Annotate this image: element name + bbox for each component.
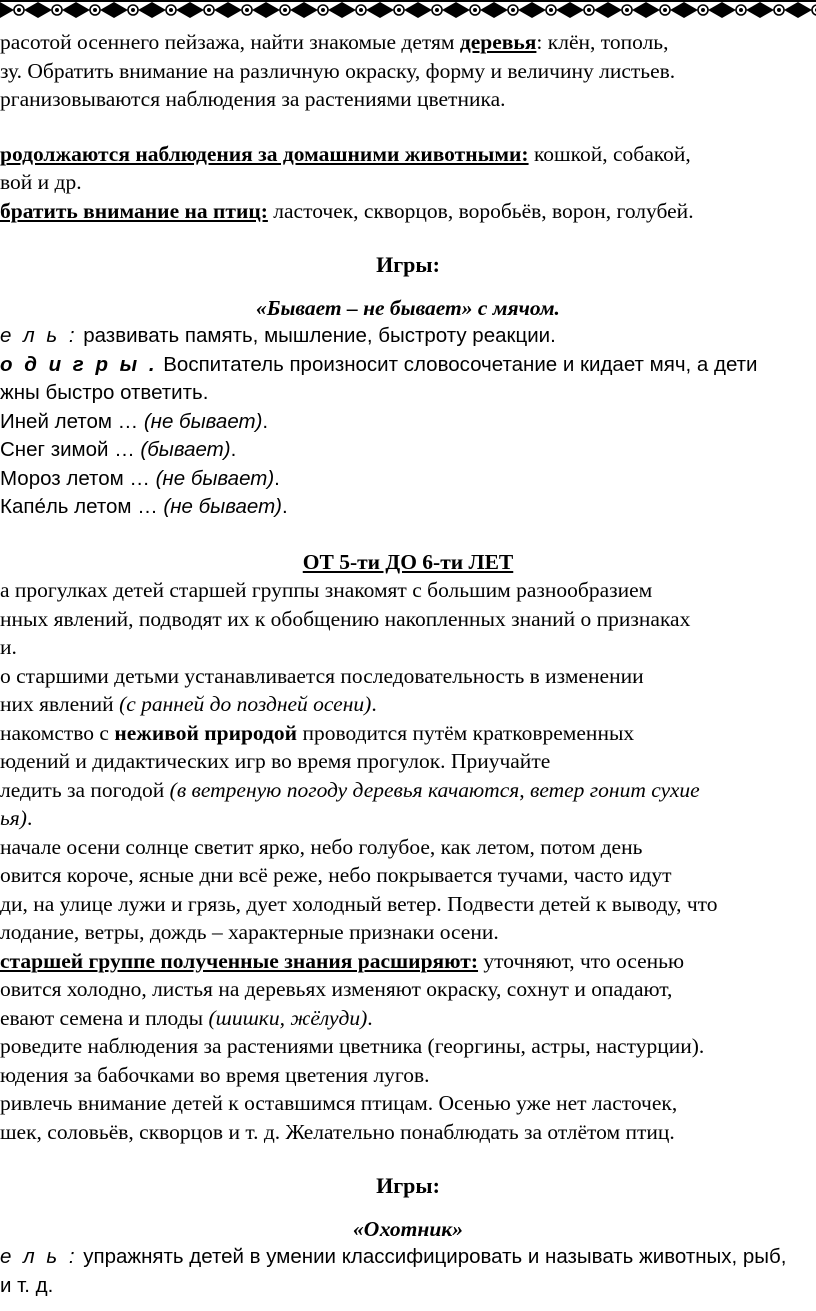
text-line: лодание, ветры, дождь – характерные признаки осени. <box>0 920 499 944</box>
text-line: братить внимание на птиц: ласточек, скворцов, воробьёв, ворон, голубей. <box>0 198 694 223</box>
game-goal: е л ь : развивать память, мышление, быстроту реакции. <box>0 324 556 347</box>
game-goal: и т. д. <box>0 1273 54 1297</box>
text-line: ди, на улице лужи и грязь, дует холодный ветер. Подвести детей к выводу, что <box>0 891 718 916</box>
list-item: Иней летом … (не бывает). <box>0 409 269 433</box>
text-line: юдения за бабочками во время цветения лугов. <box>0 1062 430 1087</box>
text-line: вой и др. <box>0 170 82 194</box>
list-item: Снег зимой … (бывает). <box>0 438 237 461</box>
text-line: евают семена и плоды (шишки, жёлуди). <box>0 1005 373 1030</box>
text-line: роведите наблюдения за растениями цветника (георгины, астры, настурции). <box>0 1034 705 1058</box>
text-line: накомство с неживой природой проводится путём кратковременных <box>0 720 635 745</box>
text-line: а прогулках детей старшей группы знакомят с большим разнообразием <box>0 578 653 602</box>
text-line: старшей группе полученные знания расширяют: уточняют, что осенью <box>0 948 685 973</box>
text-line: рганизовываются наблюдения за растениями цветника. <box>0 87 506 111</box>
text-line: овится короче, ясные дни всё реже, небо покрывается тучами, часто идут <box>0 863 672 887</box>
age-heading: ОТ 5-ти ДО 6-ти ЛЕТ <box>302 549 514 574</box>
text-line: овится холодно, листья на деревьях изменяют окраску, сохнут и опадают, <box>0 977 673 1001</box>
text-line: родолжаются наблюдения за домашними животными: кошкой, собакой, <box>0 141 691 166</box>
text-line: зу. Обратить внимание на различную окраску, форму и величину листьев. <box>0 58 676 83</box>
text-line: ледить за погодой (в ветреную погоду деревья качаются, ветер гонит сухие <box>0 777 700 802</box>
section-heading: Игры: <box>376 1173 440 1198</box>
text-line: них явлений (с ранней до поздней осени). <box>0 692 377 716</box>
game-course: о д и г р ы . Воспитатель произносит словосочетание и кидает мяч, а дети <box>0 352 758 376</box>
text-line: нных явлений, подводят их к обобщению накопленных знаний о признаках <box>0 606 691 631</box>
document-text <box>0 28 816 1300</box>
list-item: Капе́ль летом … (не бывает). <box>0 495 288 518</box>
section-heading: Игры: <box>376 252 440 277</box>
game-course: жны быстро ответить. <box>0 381 209 404</box>
text-line: и. <box>0 635 17 659</box>
game-title: «Охотник» <box>353 1216 463 1241</box>
decorative-border <box>0 0 816 20</box>
text-line: ривлечь внимание детей к оставшимся птицам. Осенью уже нет ласточек, <box>0 1091 678 1115</box>
text-line: начале осени солнце светит ярко, небо голубое, как летом, потом день <box>0 834 643 859</box>
text-line: юдений и дидактических игр во время прогулок. Приучайте <box>0 749 551 773</box>
ornament-border-icon <box>0 0 816 20</box>
game-title: «Бывает – не бывает» с мячом. <box>256 295 560 320</box>
text-line: расотой осеннего пейзажа, найти знакомые детям деревья: клён, тополь, <box>0 30 669 54</box>
text-line: о старшими детьми устанавливается последовательность в изменении <box>0 663 644 688</box>
text-line: ья). <box>0 806 33 830</box>
game-goal: е л ь : упражнять детей в умении классифицировать и называть животных, рыб, <box>0 1245 787 1268</box>
list-item: Мороз летом … (не бывает). <box>0 466 280 490</box>
text-line: шек, соловьёв, скворцов и т. д. Желательно понаблюдать за отлётом птиц. <box>0 1119 675 1144</box>
